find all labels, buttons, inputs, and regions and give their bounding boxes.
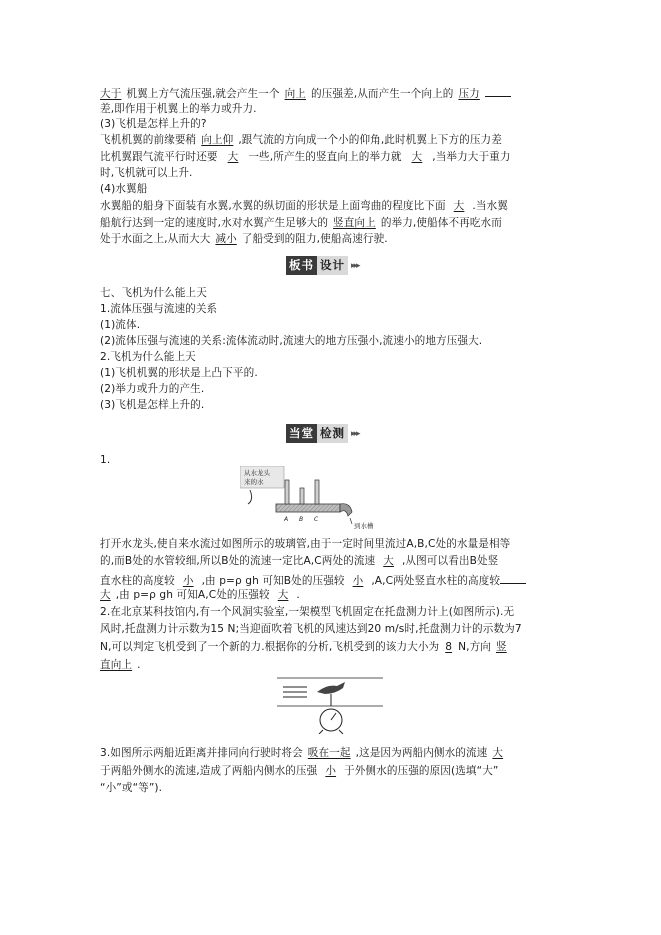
answer-blank: 压力 <box>458 88 480 100</box>
answer-blank: 竖 <box>495 641 507 653</box>
answer-blank: 直向上 <box>100 659 133 671</box>
text-line: (2)举力或升力的产生. <box>100 383 205 395</box>
text-line: 时,飞机就可以上升. <box>100 167 193 179</box>
answer-blank: 向上 <box>284 88 306 100</box>
airplane-icon <box>317 682 345 694</box>
answer-blank: 小 <box>182 575 194 587</box>
text-line: 打开水龙头,使自来水流过如图所示的玻璃管,由于一定时间里流过A,B,C处的水量是相等 <box>100 538 511 550</box>
text-line: (1)飞机机翼的形状是上凸下平的. <box>100 367 258 379</box>
answer-blank: 向上仰 <box>201 134 234 146</box>
text-line: 飞机机翼的前缘要稍 向上仰 ,跟气流的方向成一个小的仰角,此时机翼上下方的压力差 <box>100 134 502 146</box>
text-line: (4)水翼船 <box>100 183 148 195</box>
arrow-icon: ▸▸▸ <box>351 428 359 439</box>
text-line: 于两船外侧水的流速,造成了两船内侧水的压强 小 于外侧水的压强的原因(选填“大” <box>100 765 499 777</box>
figure-label-a: A <box>284 516 289 523</box>
text-line: 2.飞机为什么能上天 <box>100 351 196 363</box>
answer-blank: 大 <box>453 200 465 212</box>
figure-label-b: B <box>299 516 304 523</box>
answer-blank: 8 <box>445 641 453 653</box>
text-line: (3)飞机是怎样上升的. <box>100 399 205 411</box>
text-line: (1)流体. <box>100 319 141 331</box>
question-number: 1. <box>100 454 111 466</box>
answer-blank: 竖直向上 <box>333 217 376 229</box>
text-line: (3)飞机是怎样上升的? <box>100 118 207 130</box>
answer-blank: 大 <box>383 555 394 567</box>
text-line: 直向上 . <box>100 659 141 671</box>
text-line: “小”或“等”). <box>100 782 163 794</box>
text-line: 船航行达到一定的速度时,水对水翼产生足够大的 竖直向上 的举力,使船体不再吃水而 <box>100 217 502 229</box>
text-line: 差,即作用于机翼上的举力或升力. <box>100 103 257 115</box>
answer-blank: 大于 <box>100 88 122 100</box>
answer-blank <box>500 572 526 584</box>
answer-blank: 大 <box>277 589 289 601</box>
section-title: 七、飞机为什么能上天 <box>100 287 207 299</box>
answer-blank: 吸在一起 <box>307 747 351 759</box>
text-line: 3.如图所示两船近距离并排同向行驶时将会 吸在一起 ,这是因为两船内侧水的流速 大 <box>100 746 508 760</box>
section-banner-board-design: 板书 设计 ▸▸▸ <box>286 256 376 275</box>
arrow-icon: ▸▸▸ <box>351 260 359 271</box>
text-line: 风时,托盘测力计示数为15 N;当迎面吹着飞机的风速达到20 m/s时,托盘测力计的示数为7 <box>100 623 522 635</box>
text-line: N,可以判定飞机受到了一个新的力.根据你的分析,飞机受到的该力大小为 8 N,方向 竖 <box>100 640 512 654</box>
section-banner-class-check: 当堂 检测 ▸▸▸ <box>286 424 376 443</box>
text-line: 处于水面之上,从而大大 减小 了船受到的阻力,使船高速行驶. <box>100 233 388 245</box>
text-line: 的,而B处的水管较细,所以B处的流速一定比A,C两处的流速 大 ,从图可以看出B处竖 <box>100 555 499 567</box>
answer-blank: 大 <box>492 747 504 759</box>
figure-label: 来的水 <box>244 478 264 486</box>
answer-blank: 大 <box>411 151 423 163</box>
answer-blank: 大 <box>100 589 111 601</box>
figure-label: 到水槽 <box>354 522 374 530</box>
text-line: 水翼船的船身下面装有水翼,水翼的纵切面的形状是上面弯曲的程度比下面 大 .当水翼 <box>100 200 508 212</box>
glass-tube-figure <box>240 466 380 530</box>
answer-blank: 小 <box>325 765 337 777</box>
figure-label-c: C <box>314 516 319 523</box>
text-line: 2.在北京某科技馆内,有一个风洞实验室,一架模型飞机固定在托盘测力计上(如图所示).无 <box>100 606 515 618</box>
answer-blank: 大 <box>227 151 239 163</box>
answer-blank: 小 <box>352 575 364 587</box>
text-line: 1.流体压强与流速的关系 <box>100 303 218 315</box>
figure-label: 从水龙头 <box>244 469 270 477</box>
text-line: 大于 机翼上方气流压强,就会产生一个 向上 的压强差,从而产生一个向上的 压力 <box>100 85 511 101</box>
answer-blank <box>485 85 511 97</box>
text-line: 比机翼跟气流平行时还要 大 一些,所产生的竖直向上的举力就 大 ,当举力大于重力 <box>100 151 511 163</box>
text-line: 直水柱的高度较 小 ,由 p=ρ gh 可知B处的压强较 小 ,A,C两处竖直水柱的高度较 <box>100 572 526 588</box>
faucet-icon <box>248 490 252 504</box>
text-line: (2)流体压强与流速的关系:流体流动时,流速大的地方压强小,流速小的地方压强大. <box>100 335 483 347</box>
text-line: 大 ,由 p=ρ gh 可知A,C处的压强较 大 . <box>100 589 300 601</box>
answer-blank: 减小 <box>215 233 237 245</box>
wind-tunnel-figure <box>277 676 383 734</box>
